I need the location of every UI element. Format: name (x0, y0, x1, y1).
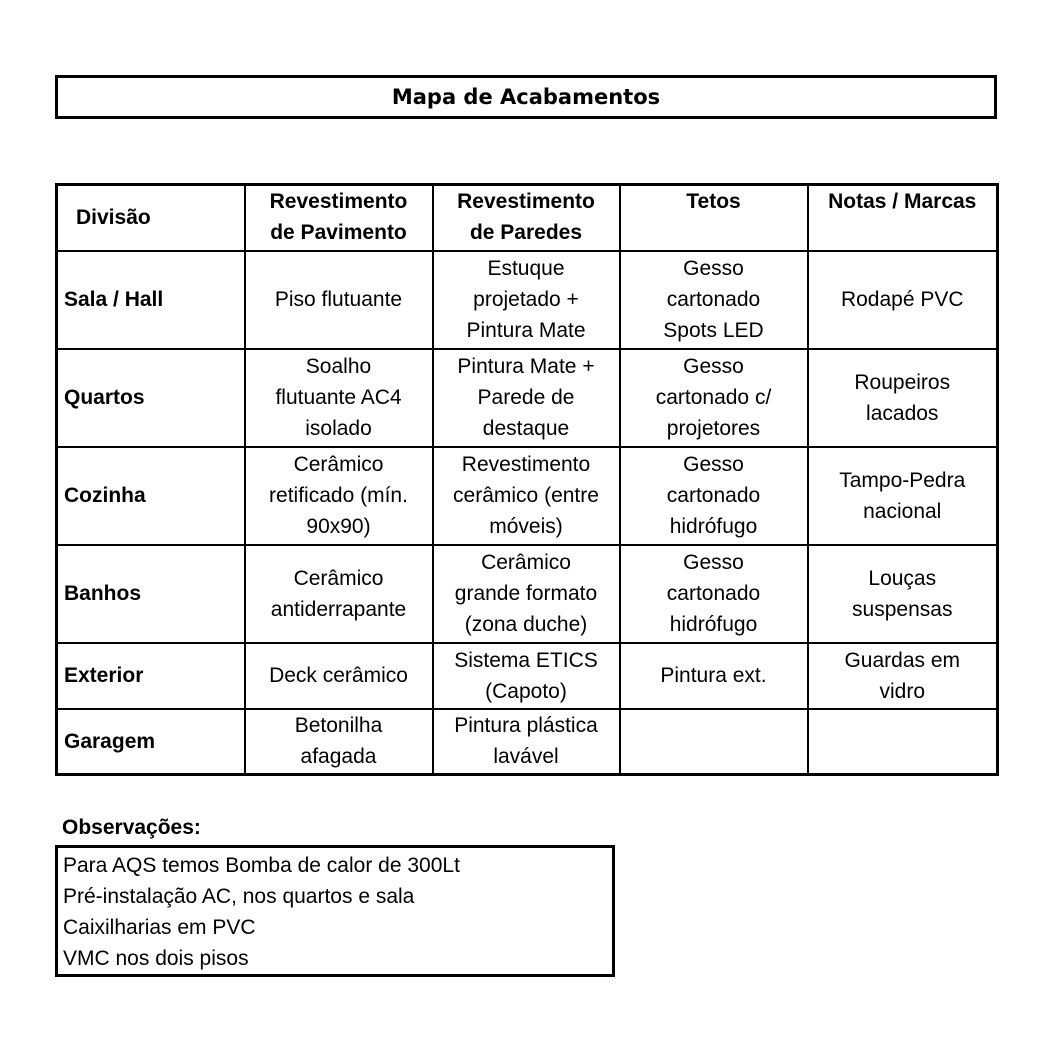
table-header-row (57, 185, 998, 251)
cell-notas: Guardas em vidro (808, 643, 998, 709)
table-row (57, 349, 998, 447)
page-title-text: Mapa de Acabamentos (391, 85, 661, 109)
cell-tetos: Gesso cartonado hidrófugo (620, 447, 808, 545)
cell-notas (808, 709, 998, 775)
cell-divisao: Quartos (57, 349, 245, 447)
cell-notas: Rodapé PVC (808, 251, 998, 349)
header-divisao: Divisão (57, 185, 245, 251)
cell-pavimento: Soalho flutuante AC4 isolado (245, 349, 433, 447)
table-row (57, 251, 998, 349)
observation-line: Pré-instalação AC, nos quartos e sala (63, 885, 415, 908)
finishes-table (55, 183, 999, 776)
cell-tetos: Gesso cartonado c/ projetores (620, 349, 808, 447)
cell-tetos (620, 709, 808, 775)
observations-title: Observações: (62, 816, 201, 839)
page-title (55, 75, 997, 119)
cell-pavimento: Deck cerâmico (245, 643, 433, 709)
cell-divisao: Exterior (57, 643, 245, 709)
cell-pavimento: Betonilha afagada (245, 709, 433, 775)
header-paredes: Revestimento de Paredes (433, 185, 620, 251)
cell-divisao: Banhos (57, 545, 245, 643)
cell-paredes: Revestimento cerâmico (entre móveis) (433, 447, 620, 545)
cell-tetos: Gesso cartonado Spots LED (620, 251, 808, 349)
cell-notas: Roupeiros lacados (808, 349, 998, 447)
cell-divisao: Cozinha (57, 447, 245, 545)
observations-box (55, 845, 615, 977)
observation-line: Para AQS temos Bomba de calor de 300Lt (63, 854, 460, 877)
header-pavimento: Revestimento de Pavimento (245, 185, 433, 251)
cell-paredes: Pintura Mate + Parede de destaque (433, 349, 620, 447)
cell-pavimento: Cerâmico retificado (mín. 90x90) (245, 447, 433, 545)
table-row (57, 545, 998, 643)
table-row (57, 709, 998, 775)
cell-notas: Tampo-Pedra nacional (808, 447, 998, 545)
table-row (57, 643, 998, 709)
cell-tetos: Gesso cartonado hidrófugo (620, 545, 808, 643)
cell-paredes: Estuque projetado + Pintura Mate (433, 251, 620, 349)
observation-line: Caixilharias em PVC (63, 916, 256, 939)
cell-pavimento: Piso flutuante (245, 251, 433, 349)
cell-tetos: Pintura ext. (620, 643, 808, 709)
cell-paredes: Sistema ETICS (Capoto) (433, 643, 620, 709)
cell-paredes: Cerâmico grande formato (zona duche) (433, 545, 620, 643)
observation-line: VMC nos dois pisos (63, 947, 249, 970)
header-tetos: Tetos (620, 185, 808, 251)
cell-paredes: Pintura plástica lavável (433, 709, 620, 775)
header-notas: Notas / Marcas (808, 185, 998, 251)
cell-divisao: Sala / Hall (57, 251, 245, 349)
cell-divisao: Garagem (57, 709, 245, 775)
cell-notas: Louças suspensas (808, 545, 998, 643)
cell-pavimento: Cerâmico antiderrapante (245, 545, 433, 643)
table-row (57, 447, 998, 545)
